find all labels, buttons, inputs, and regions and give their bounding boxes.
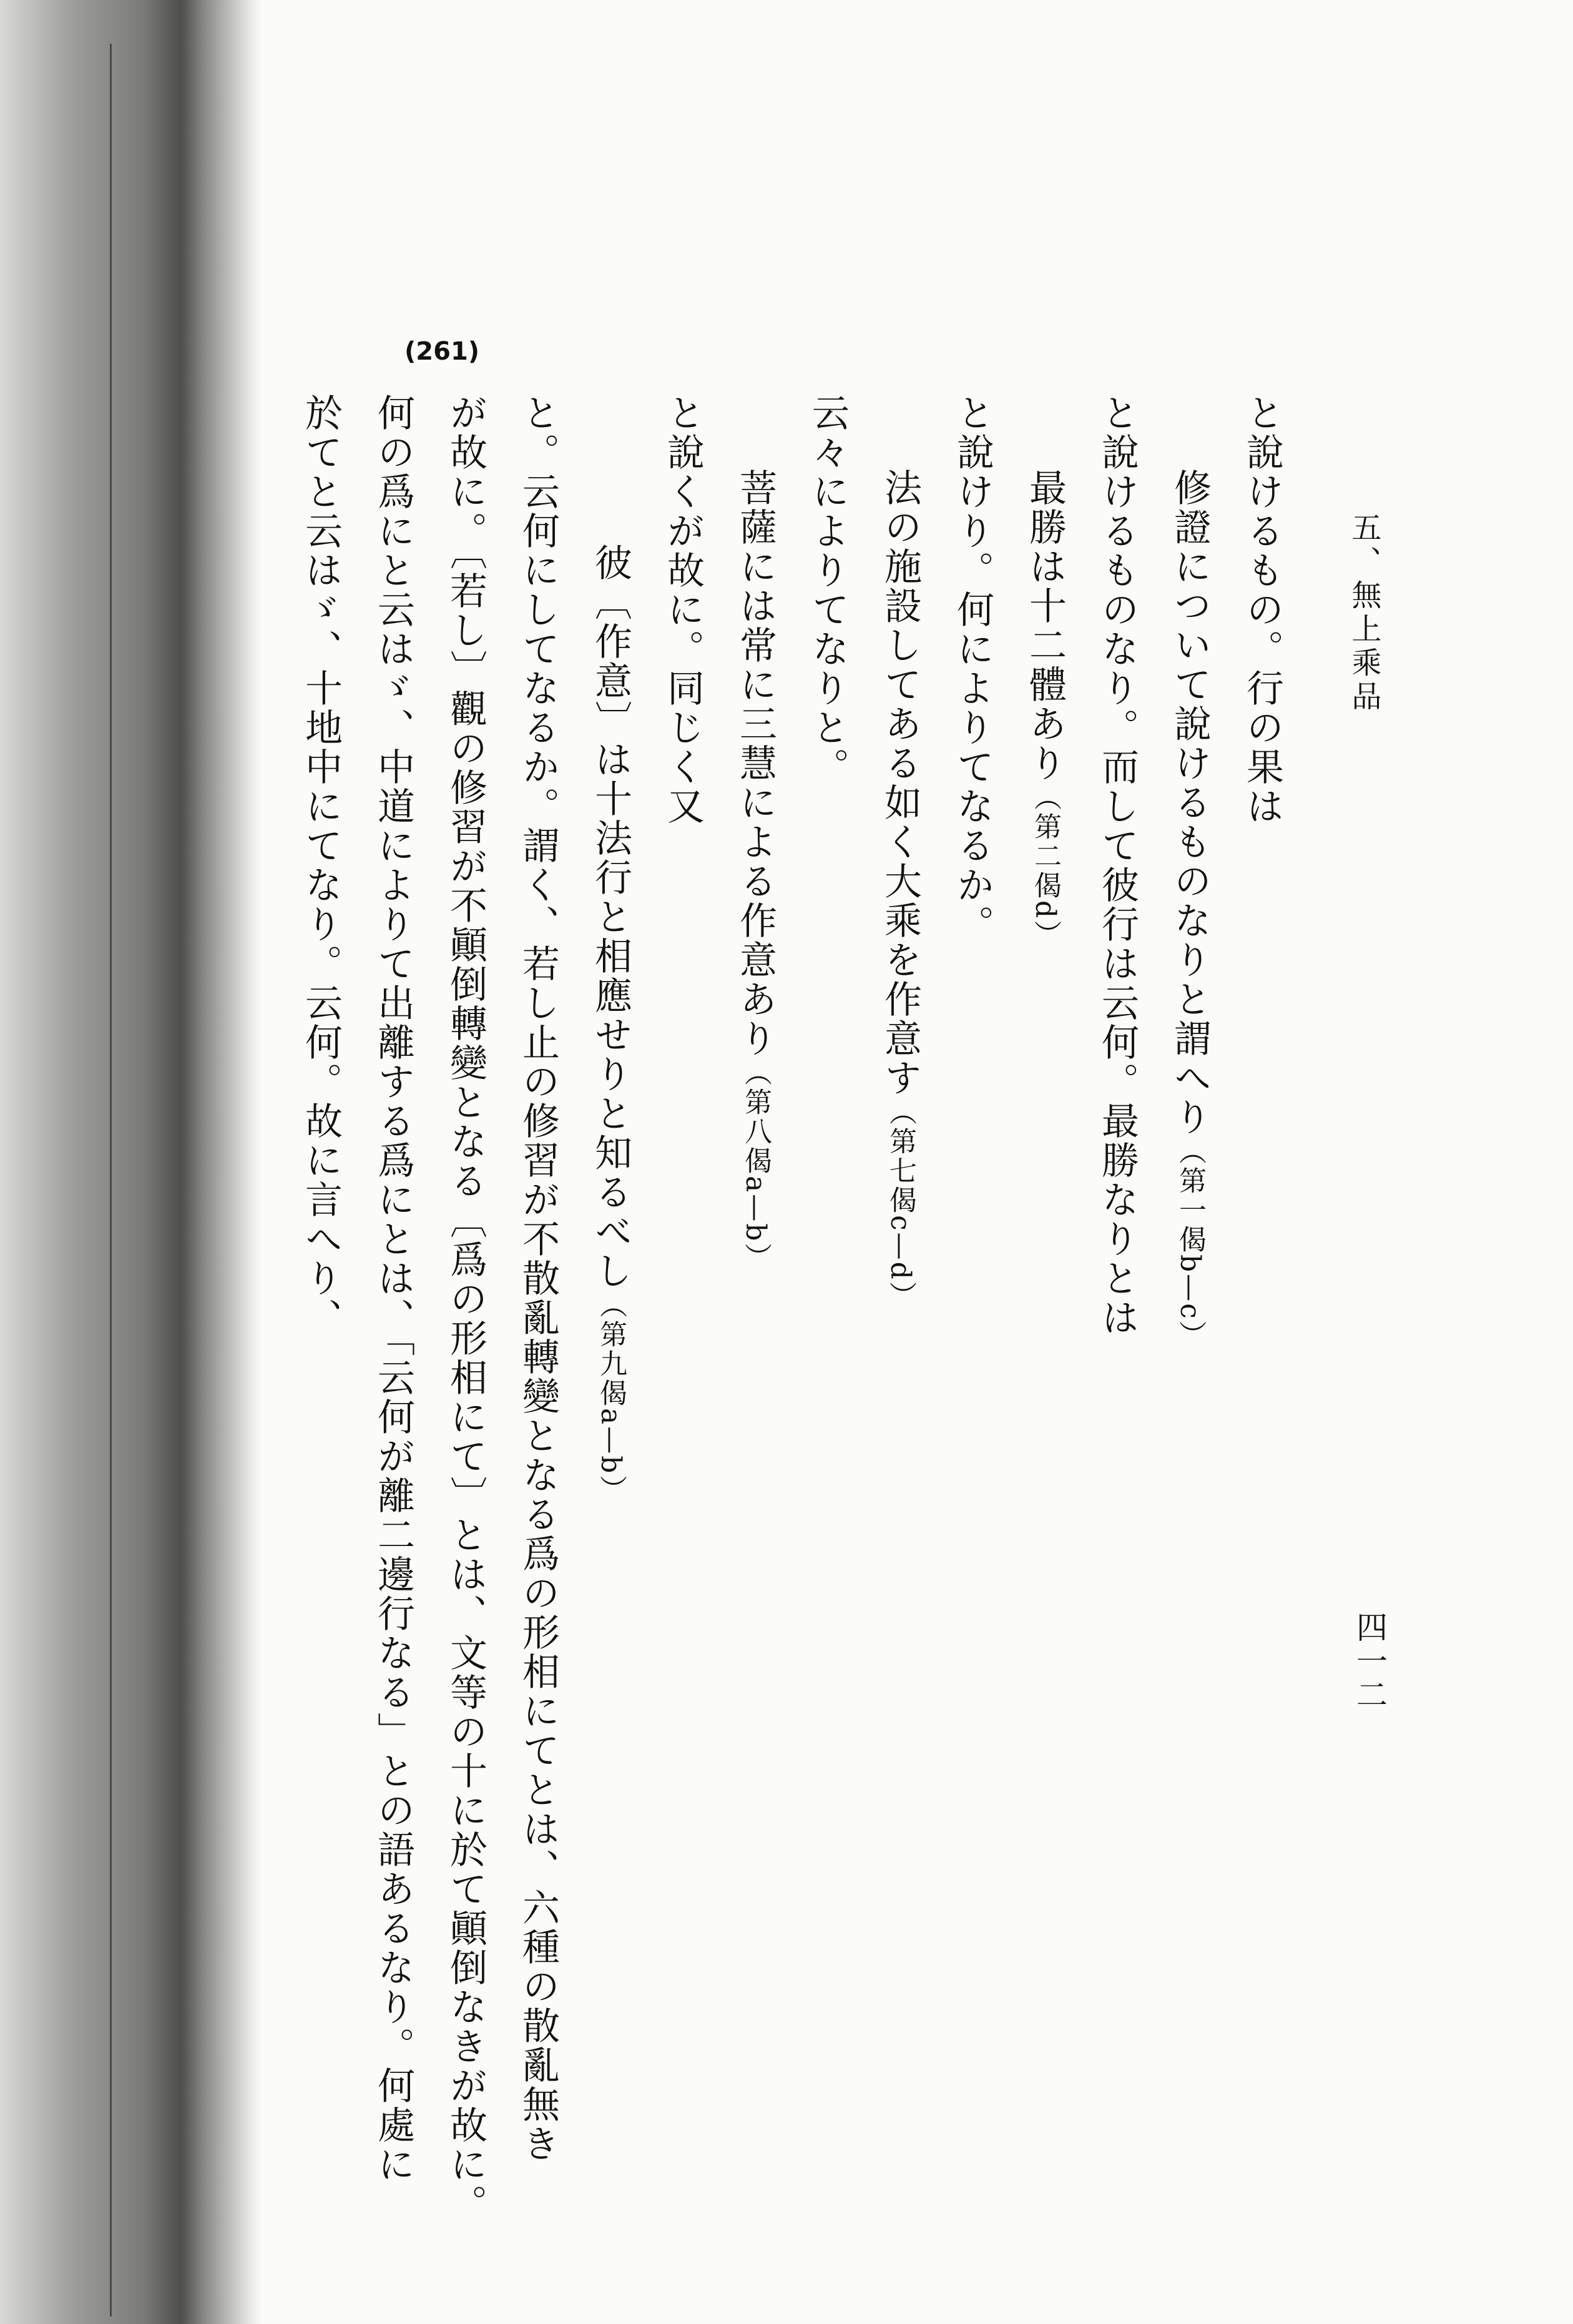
- verse-line: 彼〔作意〕は十法行と相應せりと知るべし（第九偈a—b）: [589, 543, 632, 1505]
- text-line: 何の爲にと云はゞ、中道によりて出離する爲にとは、「云何が離二邊行なる」との語あるなり。何處に: [371, 393, 415, 2184]
- text-line: 云々によりてなりと。: [806, 393, 850, 787]
- verse-line: 菩薩には常に三慧による作意あり（第八偈a—b）: [733, 468, 777, 1273]
- text-line: と說けるもの。行の果は: [1240, 393, 1284, 826]
- verse-line: 最勝は十二體あり（第二偈d）: [1023, 468, 1067, 950]
- verse-reference: （第一偈b—c）: [1174, 1137, 1206, 1350]
- gutter-rule: [110, 44, 112, 2317]
- body-text: [285, 393, 1298, 2254]
- page-number: 四一二: [1351, 1611, 1388, 1712]
- book-gutter-shadow: [0, 0, 262, 2324]
- text-line: が故に。〔若し〕觀の修習が不顚倒轉變となる〔爲の形相にて〕とは、文等の十に於て顚倒なきが故に。: [444, 393, 488, 2223]
- running-head: 五、無上乘品: [1346, 512, 1381, 714]
- verse-line: 修證について說けるものなりと謂へり（第一偈b—c）: [1168, 468, 1212, 1350]
- text-line: と說けるものなり。而して彼行は云何。最勝なりとは: [1095, 393, 1139, 1337]
- verse-reference: （第七偈c—d）: [885, 1098, 916, 1311]
- text-line: と。云何にしてなるか。謂く、若し止の修習が不散亂轉變となる爲の形相にてとは、六種の散亂無き: [516, 393, 560, 2164]
- verse-reference: （第八偈a—b）: [740, 1058, 772, 1273]
- text-line: と說くが故に。同じく又: [661, 393, 705, 826]
- verse-line: 法の施設してある如く大乘を作意す（第七偈c—d）: [878, 468, 922, 1311]
- verse-reference: （第二偈d）: [1029, 783, 1061, 950]
- verse-reference: （第九偈a—b）: [595, 1291, 627, 1505]
- text-line: 於てと云はゞ、十地中にてなり。云何。故に言へり、: [299, 393, 343, 1337]
- text-line: と說けり。何によりてなるか。: [951, 393, 994, 944]
- folio-number: (261): [404, 337, 480, 366]
